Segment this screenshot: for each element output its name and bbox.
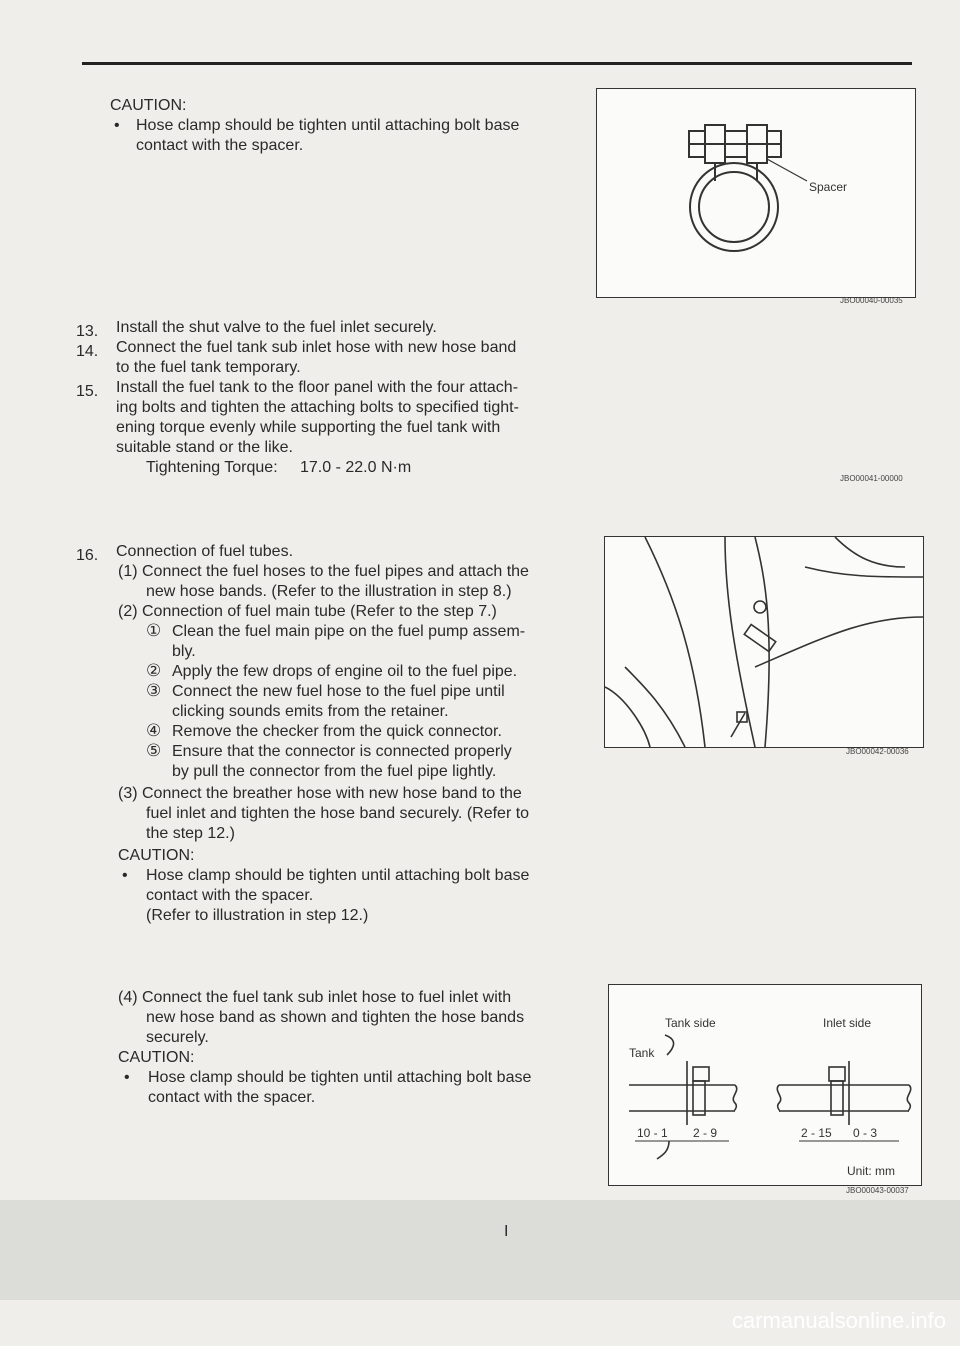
- figure-fuel-pipe-connection: [604, 536, 924, 748]
- dimension-label: 10 - 1: [637, 1126, 668, 1140]
- step-text: ening torque evenly while supporting the fuel tank with: [116, 419, 501, 436]
- substep-text: the step 12.): [146, 825, 235, 842]
- substep-text: new hose bands. (Refer to the illustration in step 8.): [146, 583, 512, 600]
- page-mark: I: [504, 1223, 509, 1240]
- substep-text: fuel inlet and tighten the hose band securely. (Refer to: [146, 805, 530, 822]
- top-rule: [82, 62, 912, 65]
- circled-number: ①: [146, 621, 162, 640]
- figure-id: JBO00040-00035: [840, 296, 903, 305]
- caution-text-line: contact with the spacer.: [146, 887, 314, 904]
- substep-text: Apply the few drops of engine oil to the fuel pipe.: [172, 663, 518, 680]
- inlet-side-label: Inlet side: [823, 1016, 872, 1030]
- caution-bullet: •: [114, 117, 120, 134]
- circled-number: ⑤: [146, 741, 162, 760]
- step-text: Install the fuel tank to the floor panel with the four attach-: [116, 379, 519, 396]
- caution-text-line: Hose clamp should be tighten until attaching bolt base: [148, 1069, 532, 1086]
- hose-band-drawing: [609, 985, 921, 1185]
- torque-label: Tightening Torque:: [146, 459, 278, 476]
- unit-label: Unit: mm: [847, 1164, 895, 1178]
- dimension-label: 2 - 9: [693, 1126, 718, 1140]
- step-text: ing bolts and tighten the attaching bolts to specified tight-: [116, 399, 519, 416]
- substep-text: Remove the checker from the quick connector.: [172, 723, 502, 740]
- caution-heading: CAUTION:: [110, 97, 187, 114]
- clamp-drawing: [597, 89, 915, 297]
- step-text: suitable stand or the like.: [116, 439, 293, 456]
- dimension-label: 0 - 3: [853, 1126, 878, 1140]
- substep-text: clicking sounds emits from the retainer.: [172, 703, 449, 720]
- substep-text: by pull the connector from the fuel pipe lightly.: [172, 763, 497, 780]
- caution-bullet: •: [124, 1069, 130, 1086]
- substep-text: (3) Connect the breather hose with new hose band to the: [118, 785, 522, 802]
- figure-id: JBO00043-00037: [846, 1186, 909, 1195]
- substep-text: (4) Connect the fuel tank sub inlet hose to fuel inlet with: [118, 989, 512, 1006]
- step-text: Connect the fuel tank sub inlet hose with new hose band: [116, 339, 517, 356]
- figure-hose-band-positions: [608, 984, 922, 1186]
- figure-hose-clamp-spacer: [596, 88, 916, 298]
- fuel-pipe-drawing: [605, 537, 923, 747]
- figure-id: JBO00041-00000: [840, 474, 903, 483]
- step-number: 16.: [76, 547, 99, 564]
- caution-text-line: Hose clamp should be tighten until attaching bolt base: [136, 117, 520, 134]
- substep-text: Connect the new fuel hose to the fuel pipe until: [172, 683, 505, 700]
- caution-heading: CAUTION:: [118, 1049, 195, 1066]
- bottom-scan-band: [0, 1200, 960, 1300]
- substep-text: (2) Connection of fuel main tube (Refer to the step 7.): [118, 603, 497, 620]
- step-number: 15.: [76, 383, 99, 400]
- substep-text: securely.: [146, 1029, 209, 1046]
- circled-number: ②: [146, 661, 162, 680]
- substep-text: new hose band as shown and tighten the hose bands: [146, 1009, 525, 1026]
- substep-text: Ensure that the connector is connected properly: [172, 743, 512, 760]
- caution-text-line: (Refer to illustration in step 12.): [146, 907, 369, 924]
- figure-id: JBO00042-00036: [846, 747, 909, 756]
- tank-label: Tank: [629, 1046, 655, 1060]
- step-number: 13.: [76, 323, 99, 340]
- circled-number: ③: [146, 681, 162, 700]
- caution-bullet: •: [122, 867, 128, 884]
- caution-text-line: Hose clamp should be tighten until attaching bolt base: [146, 867, 530, 884]
- step-title: Connection of fuel tubes.: [116, 543, 294, 560]
- torque-value: 17.0 - 22.0 N·m: [300, 459, 412, 476]
- step-text: to the fuel tank temporary.: [116, 359, 301, 376]
- caution-text-line: contact with the spacer.: [148, 1089, 316, 1106]
- caution-heading: CAUTION:: [118, 847, 195, 864]
- tank-side-label: Tank side: [665, 1016, 716, 1030]
- substep-text: bly.: [172, 643, 196, 660]
- substep-text: (1) Connect the fuel hoses to the fuel pipes and attach the: [118, 563, 529, 580]
- watermark-text: carmanualsonline.info: [731, 1308, 946, 1333]
- caution-text-line: contact with the spacer.: [136, 137, 304, 154]
- step-number: 14.: [76, 343, 99, 360]
- step-text: Install the shut valve to the fuel inlet securely.: [116, 319, 437, 336]
- substep-text: Clean the fuel main pipe on the fuel pump assem-: [172, 623, 526, 640]
- spacer-label: Spacer: [809, 180, 848, 194]
- dimension-label: 2 - 15: [801, 1126, 832, 1140]
- circled-number: ④: [146, 721, 162, 740]
